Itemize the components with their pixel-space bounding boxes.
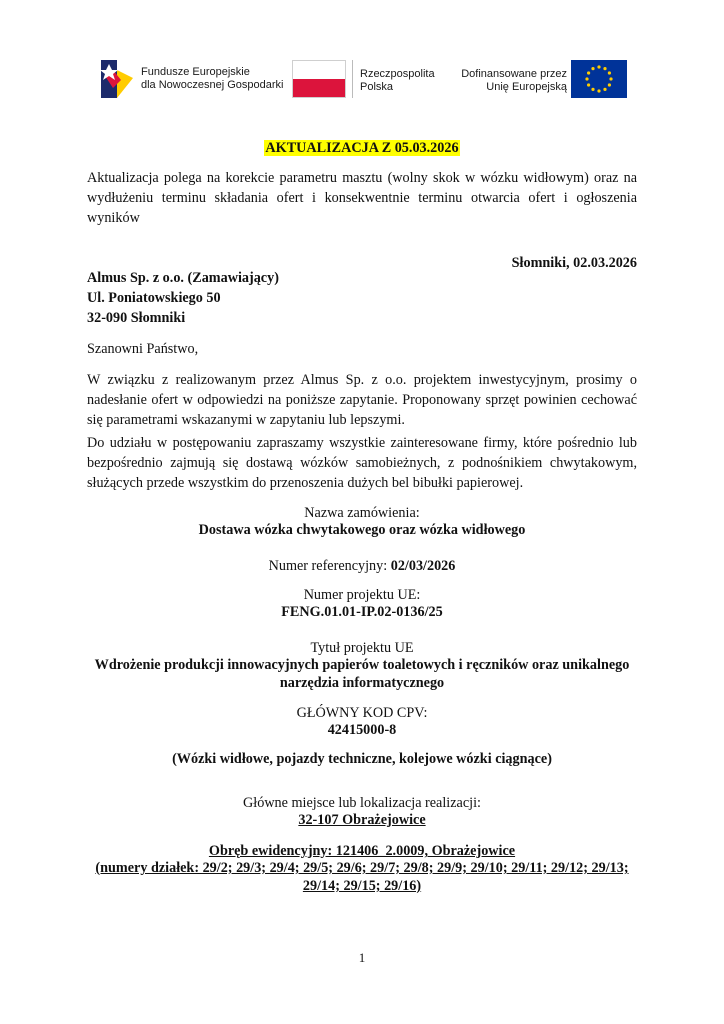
- logo-fundusze-europejskie: [95, 58, 285, 100]
- project-number-value: FENG.01.01-IP.02-0136/25: [281, 604, 443, 620]
- rp-line2: Polska: [360, 81, 394, 93]
- project-number-label: Numer projektu UE:: [303, 587, 421, 603]
- ordering-party-name: Almus Sp. z o.o. (Zamawiający): [87, 270, 279, 286]
- greeting: Szanowni Państwo,: [87, 341, 199, 357]
- cpv-description: (Wózki widłowe, pojazdy techniczne, kolejowe wózki ciągnące): [172, 751, 552, 767]
- order-name-value: Dostawa wózka chwytakowego oraz wózka widłowego: [198, 522, 526, 538]
- update-title-wrapper: [60, 138, 664, 158]
- project-title-line2: narzędzia informatycznego: [279, 675, 445, 691]
- update-description: Aktualizacja polega na korekcie parametru masztu (wolny skok w wózku widłowym) oraz na wydłużeniu terminu składania ofert i konsekwentnie terminu otwarcia ofert i ogłoszenia wyników: [87, 170, 637, 226]
- page-number: 1: [358, 950, 366, 965]
- logo-unia-europejska: [455, 60, 630, 100]
- parcel-line3: 29/14; 29/15; 29/16): [302, 878, 422, 894]
- fe-line2: dla Nowoczesnej Gospodarki: [141, 79, 284, 91]
- logo-rzeczpospolita-polska: [290, 60, 450, 100]
- update-title: AKTUALIZACJA Z 05.03.2026: [265, 140, 459, 156]
- reference-label: Numer referencyjny:: [268, 558, 391, 574]
- reference-value: 02/03/2026: [390, 558, 456, 574]
- location-value: 32-107 Obrażejowice: [298, 812, 426, 828]
- location-label: Główne miejsce lub lokalizacja realizacji:: [243, 795, 481, 811]
- place-date: Słomniki, 02.03.2026: [511, 255, 637, 271]
- fe-line1: Fundusze Europejskie: [141, 66, 250, 78]
- eu-flag-icon: [571, 60, 627, 98]
- ordering-party: [87, 268, 279, 328]
- parcel-line1: Obręb ewidencyjny: 121406_2.0009, Obrażejowice: [208, 843, 516, 859]
- cpv-value: 42415000-8: [327, 722, 397, 738]
- paragraph-2: Do udziału w postępowaniu zapraszamy wszystkie zainteresowane firmy, które pośrednio lub bezpośrednio zajmują się dostawą wózków samobieżnych, z podnośnikiem chwytakowym, służących przede wszystkim do przenoszenia dużych bel bibułki papierowej.: [87, 435, 637, 491]
- eu-line1: Dofinansowane przez: [461, 68, 567, 80]
- project-title-line1: Wdrożenie produkcji innowacyjnych papierów toaletowych i ręczników oraz unikalnego: [94, 657, 630, 673]
- eu-line2: Unię Europejską: [486, 81, 567, 93]
- project-title-label: Tytuł projektu UE: [310, 640, 414, 656]
- ordering-party-city: 32-090 Słomniki: [87, 310, 186, 326]
- cpv-label: GŁÓWNY KOD CPV:: [296, 705, 428, 721]
- fe-star-icon: [95, 58, 135, 100]
- polish-flag-icon: [292, 60, 346, 98]
- ordering-party-street: Ul. Poniatowskiego 50: [87, 290, 221, 306]
- reference-number: [60, 556, 664, 576]
- rp-line1: Rzeczpospolita: [360, 68, 435, 80]
- paragraph-1: W związku z realizowanym przez Almus Sp. z o.o. projektem inwestycyjnym, prosimy o nadesłanie ofert w odpowiedzi na poniższe zapytanie. Proponowany sprzęt powinien cechować się parametrami wskazanymi w zapytaniu lub lepszymi.: [87, 372, 637, 428]
- parcel-line2: (numery działek: 29/2; 29/3; 29/4; 29/5; 29/6; 29/7; 29/8; 29/9; 29/10; 29/11; 29/12; 29/13;: [95, 860, 629, 876]
- order-name-label: Nazwa zamówienia:: [304, 505, 420, 521]
